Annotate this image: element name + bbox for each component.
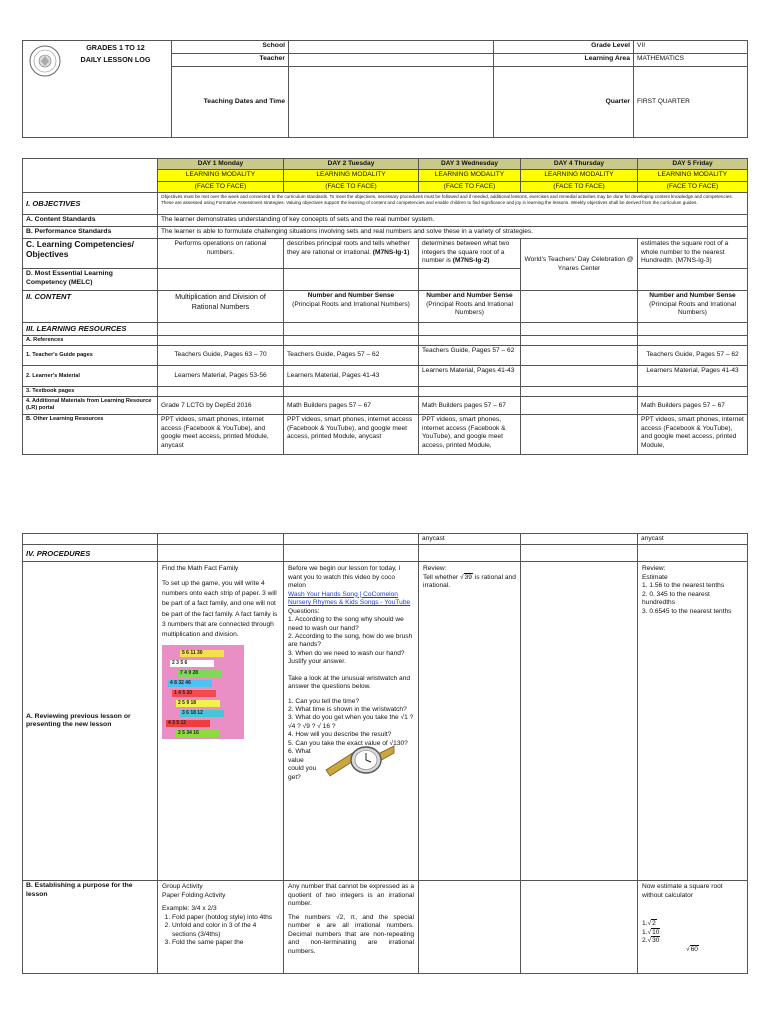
- content-day2-sub: (Principal Roots and Irrational Numbers): [292, 300, 410, 308]
- tg-pages-label: 1. Teacher's Guide pages: [23, 346, 158, 366]
- tg-day2: Teachers Guide, Pages 57 – 62: [284, 346, 419, 366]
- content-day3-title: Number and Number Sense: [426, 292, 513, 300]
- establishing-day3: [419, 881, 521, 974]
- day3-modality: LEARNING MODALITY: [419, 170, 521, 181]
- sqrt-item-30-number: 2.: [642, 937, 648, 945]
- lm-pages-label: 2. Learner's Material: [23, 366, 158, 387]
- lm-day1: Learners Material, Pages 53-56: [158, 366, 284, 387]
- question-1: 1. According to the song why should we need to wash our hand?: [288, 616, 404, 632]
- school-label: School: [172, 41, 289, 54]
- content-day3: [419, 291, 521, 323]
- deped-seal-icon: [29, 45, 61, 77]
- sqrt-30-radicand: 30: [652, 937, 660, 945]
- fact-strip: 4 3 5 12: [166, 720, 210, 727]
- olr-day5: PPT videos, smart phones, internet access (Facebook & YouTube), and google meet access, printed Module,: [638, 415, 748, 455]
- melc-day5: [638, 269, 748, 291]
- day1-title: DAY 1 Monday: [158, 159, 284, 170]
- school-field[interactable]: [289, 41, 494, 54]
- content-day3-sub: (Principal Roots and Irrational Numbers): [426, 300, 513, 317]
- daily-lesson-log-title: DAILY LESSON LOG: [80, 55, 151, 65]
- melc-label: D. Most Essential Learning Competency (MELC): [23, 269, 158, 291]
- day2-modality: LEARNING MODALITY: [284, 170, 419, 181]
- comp-day4: World's Teachers' Day Celebration @ Ynares Center: [521, 239, 638, 291]
- content-day2: [284, 291, 419, 323]
- competencies-label: C. Learning Competencies/ Objectives: [23, 239, 158, 269]
- tg-day3: Teachers Guide, Pages 57 – 62: [419, 346, 521, 366]
- content-day2-title: Number and Number Sense: [307, 292, 395, 300]
- watch-question-2: 2. What time is shown in the wristwatch?: [288, 706, 407, 713]
- content-standards-text: The learner demonstrates understanding of key concepts of sets and the real number system.: [158, 215, 748, 227]
- content-day5-title: Number and Number Sense: [649, 292, 736, 300]
- teaching-dates-label: Teaching Dates and Time: [172, 67, 289, 138]
- day3-title: DAY 3 Wednesday: [419, 159, 521, 170]
- day4-modality: LEARNING MODALITY: [521, 170, 638, 181]
- comp-day3: [419, 239, 521, 269]
- lm-day4: [521, 366, 638, 387]
- content-day5: [638, 291, 748, 323]
- content-label: II. CONTENT: [23, 291, 158, 323]
- tg-day4: [521, 346, 638, 366]
- question-3: 3. When do we need to wash our hand?Justify your answer.: [288, 649, 405, 666]
- teacher-label: Teacher: [172, 54, 289, 67]
- sqrt-10: √10: [647, 928, 660, 936]
- watch-question-1: 1. Can you tell the time?: [288, 697, 360, 705]
- establishing-day5: [638, 881, 748, 974]
- sqrt-2: √2: [647, 920, 656, 928]
- day1-mode: (FACE TO FACE): [158, 181, 284, 192]
- day2-mode: (FACE TO FACE): [284, 181, 419, 192]
- grade-level-label: Grade Level: [494, 41, 634, 54]
- wristwatch-icon: [324, 740, 396, 784]
- lm-day2: Learners Material, Pages 41-43: [284, 366, 419, 387]
- sqrt-60-radicand: 60: [690, 945, 698, 953]
- review-title-day5: Review:: [642, 565, 666, 573]
- fact-strip: 7 4 9 28: [178, 670, 222, 677]
- melc-day3: [419, 269, 521, 291]
- learning-area-value[interactable]: MATHEMATICS: [634, 54, 748, 67]
- fact-strip: 1 4 5 20: [172, 690, 216, 697]
- math-fact-family-title: Find the Math Fact Family: [162, 565, 239, 573]
- watch-question-3: 3. What do you get when you take the √1 ? √4 ? √9 ? √ 16 ?: [288, 714, 414, 730]
- sqrt-39: √39: [460, 573, 472, 581]
- grades-title: GRADES 1 TO 12: [86, 43, 145, 52]
- irrational-definition: Any number that cannot be expressed as a quotient of two integers is an irrational number.: [288, 883, 414, 908]
- am-day5: Math Builders pages 57 – 67: [638, 397, 748, 415]
- sqrt-60: √60: [686, 945, 698, 953]
- fact-strip: 5 6 11 30: [180, 650, 224, 657]
- fact-strip: 3 6 18 12: [180, 710, 224, 717]
- day1-modality: LEARNING MODALITY: [158, 170, 284, 181]
- establishing-day1: [158, 881, 284, 974]
- comp-day3-text: determines between what two integers the square root of a number is: [422, 240, 510, 265]
- folding-step-2: 2. Unfold and color in 3 of the 4 sections (3/4ths): [172, 922, 279, 939]
- sqrt-30: √30: [647, 937, 660, 945]
- comp-day2-text: describes principal roots and tells whether they are rational or irrational.: [287, 240, 410, 256]
- performance-standards-text: The learner is able to formulate challenging situations involving sets and real numbers and solve these in a variety of strategies.: [158, 227, 748, 239]
- additional-materials-label: 4. Additional Materials from Learning Resource (LR) portal: [23, 397, 158, 415]
- review-title-day3: Review:: [423, 565, 447, 573]
- content-day4: [521, 291, 638, 323]
- lesson-table-page2: [22, 533, 748, 974]
- day5-modality: LEARNING MODALITY: [638, 170, 748, 181]
- watch-question-6: 6. What value could you get?: [288, 748, 317, 781]
- comp-day3-code: (M7NS-Ig-2): [452, 257, 490, 265]
- fact-strip: 2 5 34 16: [176, 730, 220, 737]
- objectives-text: Objectives must be met over the week and connected to the curriculum standards. To meet the objectives, necessary procedures must be followed and if needed, additional lessons, exercises and remedial activities may be done for developing content knowledge and competencies. These are assessed using Formative Assessment strategies. Valuing objectives support the learning of content and competencies and enable children to find significance and joy in learning the lessons. Weekly objectives shall be derived from the curriculum guides.: [158, 193, 748, 215]
- anycast-day5: anycast: [638, 534, 748, 545]
- day5-title: DAY 5 Friday: [638, 159, 748, 170]
- sqrt-2-radicand: 2: [652, 920, 656, 928]
- am-day4: [521, 397, 638, 415]
- rational-text: is rational and irrational.: [423, 573, 516, 590]
- estimate-item-2: 2. 0. 345 to the nearest hundredths: [642, 590, 710, 607]
- am-day1: Grade 7 LCTG by DepEd 2016: [158, 397, 284, 415]
- grade-level-value[interactable]: VII: [634, 41, 748, 54]
- performance-standards-label: B. Performance Standards: [23, 227, 158, 239]
- am-day2: Math Builders pages 57 – 67: [284, 397, 419, 415]
- watch-question-4: 4. How will you describe the result?: [288, 731, 392, 739]
- reviewing-label: A. Reviewing previous lesson or presenting the new lesson: [23, 562, 158, 881]
- sqrt-item-10-number: 1.: [642, 928, 648, 936]
- content-day5-sub: (Principal Roots and Irrational Numbers): [649, 300, 736, 317]
- day2-title: DAY 2 Tuesday: [284, 159, 419, 170]
- melc-day1: [158, 269, 284, 291]
- references-label: A. References: [23, 336, 158, 346]
- reviewing-day2: [284, 562, 419, 881]
- other-resources-label: B. Other Learning Resources: [23, 415, 158, 455]
- content-day1: Multiplication and Division of Rational Numbers: [158, 291, 284, 323]
- header-table: [22, 40, 748, 138]
- video-link[interactable]: Wash Your Hands Song | CoComelon Nursery Rhymes & Kids Songs - YouTube: [288, 590, 411, 607]
- tg-day5: Teachers Guide, Pages 57 – 62: [638, 346, 748, 366]
- olr-day2: PPT videos, smart phones, internet access (Facebook & YouTube), and google meet access, printed Module, anycast: [284, 415, 419, 455]
- reviewing-day1: [158, 562, 284, 881]
- quarter-label: Quarter: [494, 67, 634, 138]
- blank-corner: [23, 159, 158, 193]
- lm-day3: Learners Material, Pages 41-43: [419, 366, 521, 387]
- video-intro: Before we begin our lesson for today, I want you to watch this video by coco melon: [288, 565, 401, 590]
- comp-day5: estimates the square root of a whole number to the nearest Hundredth. (M7NS-Ig-3): [638, 239, 748, 269]
- lm-day5: Learners Material, Pages 41-43: [638, 366, 748, 387]
- olr-day4: [521, 415, 638, 455]
- objectives-label: I. OBJECTIVES: [23, 193, 158, 215]
- wristwatch-intro: Take a look at the unusual wristwatch and answer the questions below.: [288, 674, 411, 691]
- melc-day2: [284, 269, 419, 291]
- sqrt-39-radicand: 39: [464, 573, 472, 581]
- fact-strip: 2 5 9 18: [176, 700, 220, 707]
- textbook-pages-label: 3. Textbook pages: [23, 387, 158, 397]
- comp-day2: [284, 239, 419, 269]
- teacher-field[interactable]: [289, 54, 494, 67]
- folding-step-3: 3. Fold the same paper the: [172, 939, 279, 947]
- tell-whether-text: Tell whether: [423, 573, 461, 581]
- resources-label: III. LEARNING RESOURCES: [23, 323, 158, 336]
- establishing-label: B. Establishing a purpose for the lesson: [23, 881, 158, 974]
- fact-strip: 2 3 5 6: [170, 660, 214, 667]
- group-activity-title: Group Activity: [162, 883, 203, 891]
- day4-title: DAY 4 Thursday: [521, 159, 638, 170]
- estimate-instruction: Now estimate a square root without calculator: [642, 883, 723, 899]
- sqrt-10-radicand: 10: [652, 928, 660, 936]
- establishing-day2: [284, 881, 419, 974]
- olr-day3: PPT videos, smart phones, internet access (Facebook & YouTube), and google meet access, printed Module,: [419, 415, 521, 455]
- questions-title: Questions:: [288, 607, 320, 615]
- content-standards-label: A. Content Standards: [23, 215, 158, 227]
- am-day3: Math Builders pages 57 – 67: [419, 397, 521, 415]
- quarter-value[interactable]: FIRST QUARTER: [634, 67, 748, 138]
- comp-day1: Performs operations on rational numbers.: [158, 239, 284, 269]
- question-2: 2. According to the song, how do we brush are hands?: [288, 632, 413, 649]
- sqrt-item-60: [642, 946, 743, 954]
- teaching-dates-field[interactable]: [289, 67, 494, 138]
- math-fact-family-body: To set up the game, you will write 4 numbers onto each strip of paper. 3 will be part of a fact family, and one will not be part of the fact family. A fact family is 3 numbers that are connected through multiplication and division.: [162, 579, 278, 638]
- estimate-item-3: 3. 0.6545 to the nearest tenths: [642, 607, 732, 615]
- procedures-label: IV. PROCEDURES: [23, 545, 158, 562]
- estimate-item-1: 1. 1.56 to the nearest tenths: [642, 582, 725, 590]
- lesson-table-page1: [22, 158, 748, 455]
- sqrt-item-2-number: 1.: [642, 920, 648, 928]
- review-text-day3: [423, 574, 516, 591]
- day5-mode: (FACE TO FACE): [638, 181, 748, 192]
- comp-day2-code: (M7NS-Ig-1): [372, 248, 410, 256]
- paper-folding-title: Paper Folding Activity: [162, 891, 226, 899]
- folding-example: Example: 3/4 x 2/3: [162, 905, 217, 913]
- tg-day1: Teachers Guide, Pages 63 – 70: [158, 346, 284, 366]
- day3-mode: (FACE TO FACE): [419, 181, 521, 192]
- estimate-title: Estimate: [642, 573, 668, 581]
- olr-day1: PPT videos, smart phones, internet access (Facebook & YouTube), and google meet access, printed Module, anycast: [158, 415, 284, 455]
- fact-family-strips-image: [162, 645, 244, 739]
- irrational-examples: The numbers √2, π, and the special number e are all irrational numbers. Decimal numbers that are non-repeating and non-terminating are irrational numbers.: [288, 913, 414, 955]
- folding-step-1: 1. Fold paper (hotdog style) into 4ths: [172, 914, 279, 922]
- reviewing-day3: [419, 562, 521, 881]
- fact-strip: 4 8 32 46: [168, 680, 212, 687]
- reviewing-day5: [638, 562, 748, 881]
- establishing-day4: [521, 881, 638, 974]
- reviewing-day4: [521, 562, 638, 881]
- day4-mode: (FACE TO FACE): [521, 181, 638, 192]
- learning-area-label: Learning Area: [494, 54, 634, 67]
- school-header-cell: [23, 41, 172, 138]
- watch-question-5: 5. Can you take the exact value of √130?: [288, 739, 408, 747]
- anycast-day3: anycast: [419, 534, 521, 545]
